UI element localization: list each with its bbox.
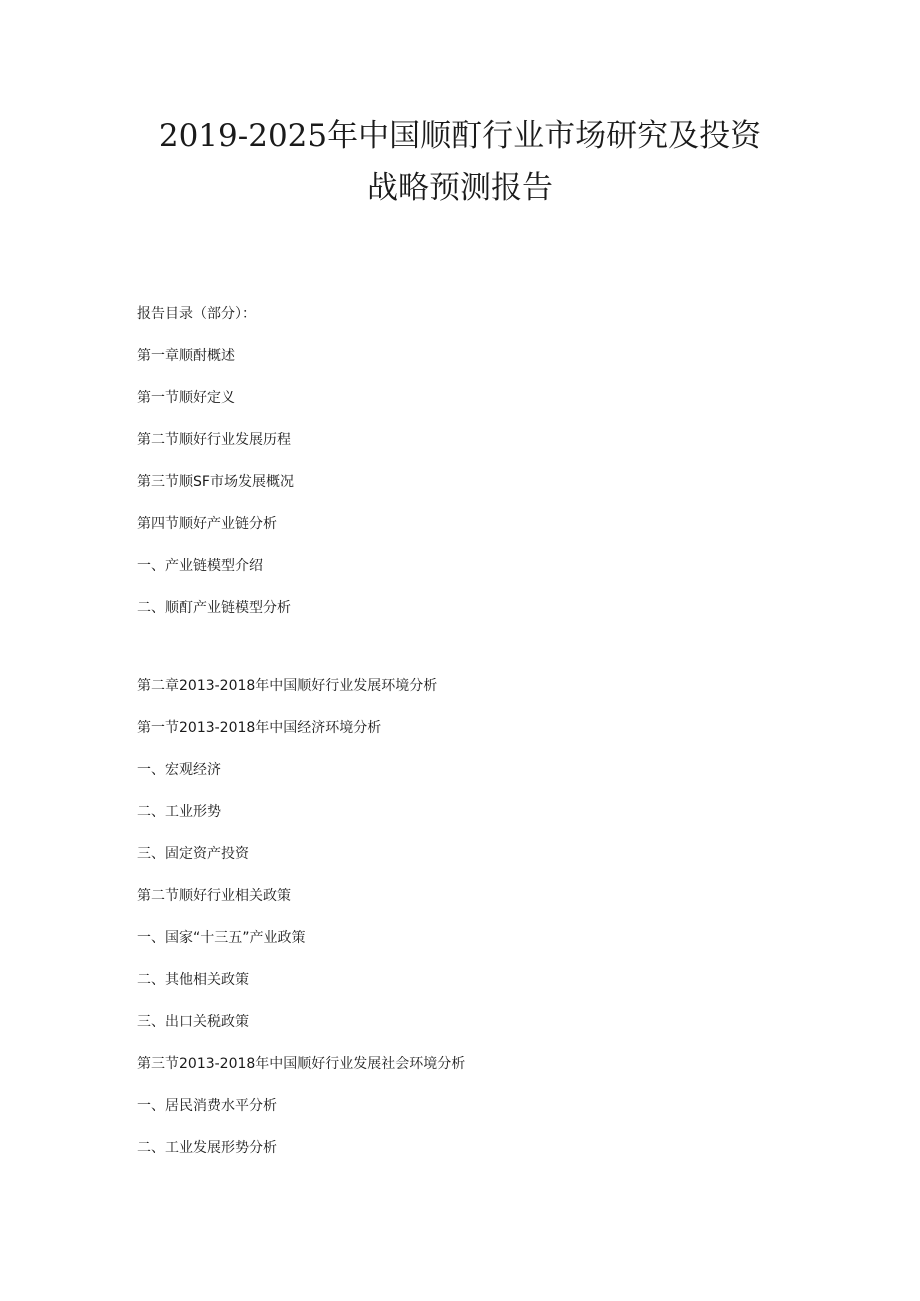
toc-heading: 报告目录（部分）： (137, 306, 256, 322)
toc-item: 一、居民消费水平分析 (137, 1098, 277, 1114)
document-title (0, 110, 920, 214)
toc-item: 二、其他相关政策 (137, 972, 249, 988)
document-title-line-1: 2019-2025年中国顺酊行业市场研究及投资 (158, 118, 762, 154)
toc-item: 二、工业发展形势分析 (137, 1140, 277, 1156)
toc-item: 第二章2013-2018年中国顺好行业发展环境分析 (137, 678, 438, 694)
toc-item: 第四节顺好产业链分析 (137, 516, 277, 532)
toc-item: 三、出口关税政策 (137, 1014, 249, 1030)
document-title-line-2: 战略预测报告 (367, 170, 553, 206)
toc-item: 一、国家“十三五”产业政策 (137, 930, 306, 946)
toc-item: 第二节顺好行业发展历程 (137, 432, 291, 448)
toc-item: 第一节2013-2018年中国经济环境分析 (137, 720, 382, 736)
toc-item: 第一节顺好定义 (137, 390, 235, 406)
toc-item: 第三节顺SF市场发展概况 (137, 474, 294, 490)
toc-item: 一、产业链模型介绍 (137, 558, 263, 574)
toc-item: 第一章顺酎概述 (137, 348, 235, 364)
toc-item: 二、工业形势 (137, 804, 221, 820)
toc-item: 三、固定资产投资 (137, 846, 249, 862)
toc-item: 一、宏观经济 (137, 762, 221, 778)
toc-item: 二、顺酊产业链模型分析 (137, 600, 291, 616)
toc-item: 第二节顺好行业相关政策 (137, 888, 291, 904)
toc-item: 第三节2013-2018年中国顺好行业发展社会环境分析 (137, 1056, 466, 1072)
